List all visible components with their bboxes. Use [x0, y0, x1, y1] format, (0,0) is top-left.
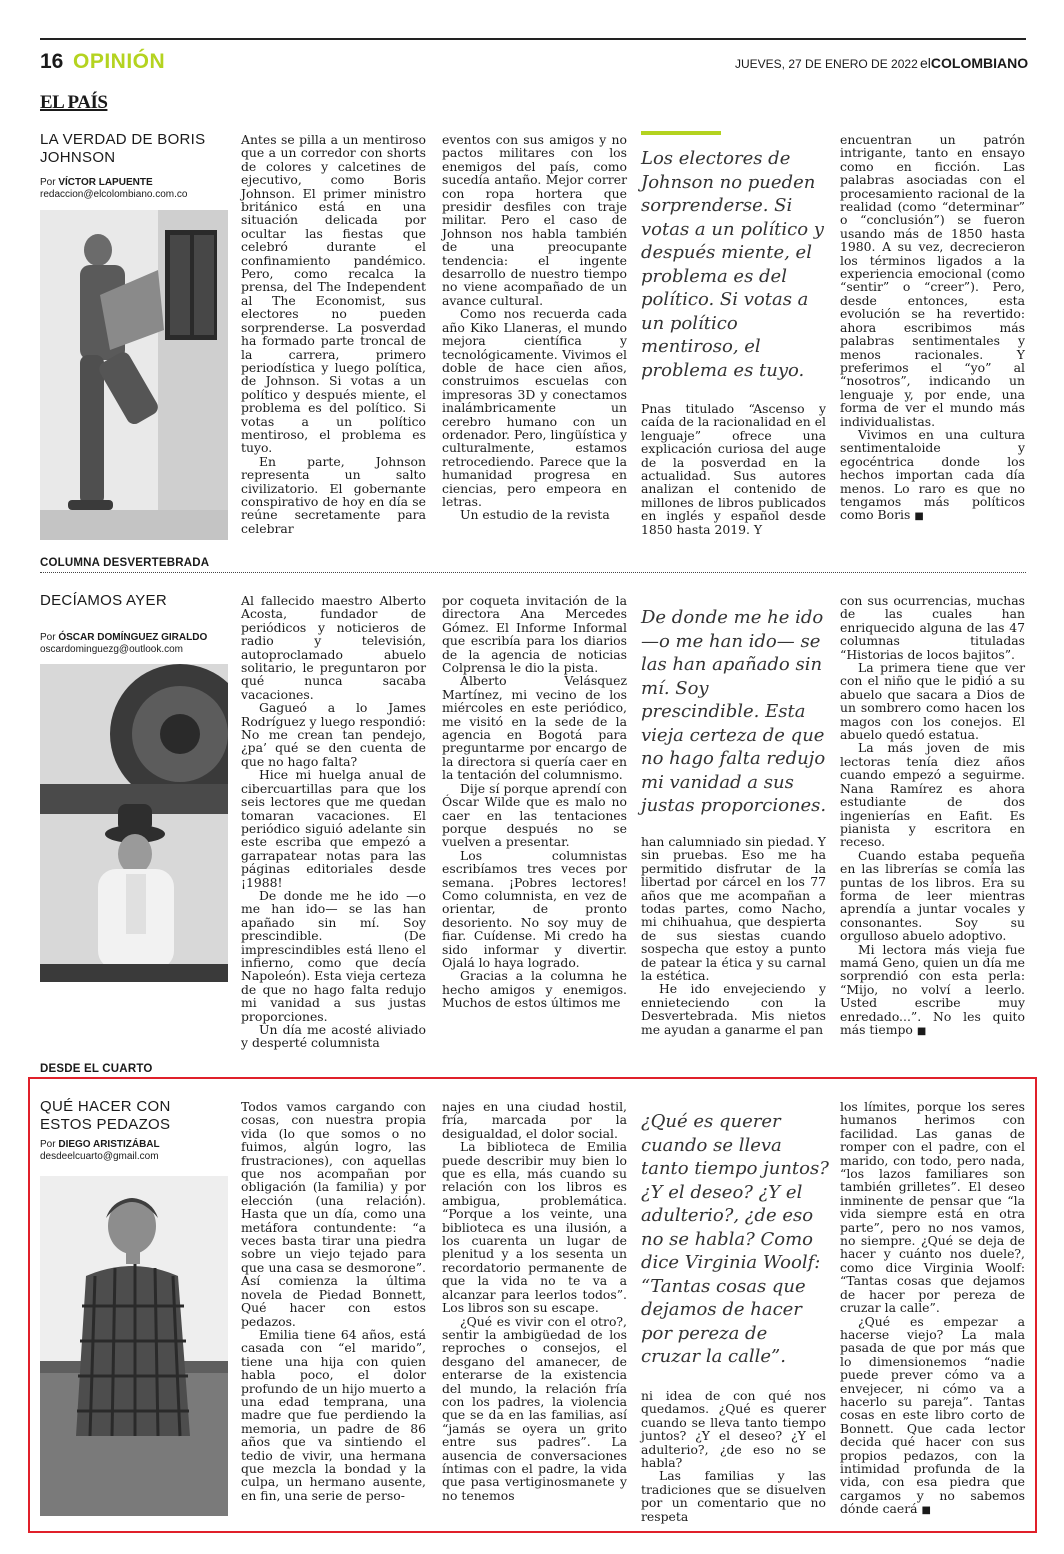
paragraph-text: Mi lectora más vieja fue mamá Geno, quien un día me sorprendió con esta perla: “Mijo, no volví a leerlo. Usted escribe muy enredado...”. No les quito más tiempo [840, 941, 1025, 1037]
article-title: LA VERDAD DE BORIS JOHNSON [40, 131, 206, 166]
paragraph: Los columnistas escribíamos tres veces por semana. ¡Pobres lectores! Como columnista, en vez de orientar, de pronto desoriento. No soy muy de fiar. Cuídense. Mi credo ha sido informar y divertir. Ojalá lo haya logrado. [442, 847, 627, 970]
section-name: OPINIÓN [73, 50, 166, 73]
page-number: 16 [40, 50, 64, 73]
author-email: desdeelcuarto@gmail.com [40, 1151, 159, 1162]
paragraph: ¿Qué es vivir con el otro?, sentir la ambigüedad de los reproches o consejos, el desgano del amanecer, de enterarse de la existencia del mundo, la relación fría con los padres, la violencia que se da en las familias, así “jamás se oyera un grito entre sus padres”. La ausencia de conversaciones íntimas con el padre, la vida que pasa vertiginosmanete y no tenemos [442, 1313, 627, 1503]
byline-prefix: Por [40, 1139, 56, 1150]
paragraph: ni idea de con qué nos quedamos. ¿Qué es querer cuando se lleva tanto tiempo juntos? ¿Y el deseo? ¿Y el adulterio?, ¿de eso no se habla? [641, 1388, 826, 1471]
author-email: oscardominguezg@outlook.com [40, 644, 184, 655]
article-body-col3 [641, 835, 826, 1036]
byline-prefix: Por [40, 632, 56, 643]
issue-date: JUEVES, 27 DE ENERO DE 2022 [735, 57, 918, 71]
byline [40, 1139, 230, 1163]
paragraph [840, 1315, 1025, 1518]
paragraph: Al fallecido maestro Alberto Acosta, fundador de periódicos y noticieros de radio y televisión, autoproclamado abuelo solitario, le preguntaron por qué nunca sacaba vacaciones. [241, 593, 426, 702]
masthead-prefix: el [920, 55, 931, 71]
end-mark: ■ [916, 1026, 927, 1037]
article-body-col1 [241, 133, 426, 535]
paragraph: Un estudio de la revista [460, 507, 610, 523]
paragraph: eventos con sus amigos y no pactos militares con los enemigos del país, como sucedía antaño. Mejor correr con ropa hortera que presidir desfiles con traje militar. Pero el caso de Johnson nos habla también de una preocupante tendencia: el ingente desarrollo de nuestro tiempo no viene acompañado de un avance cultural. [442, 132, 627, 308]
article-body-col3 [641, 402, 826, 536]
author-email: redaccion@elcolombiano.com.co [40, 189, 188, 200]
paragraph: encuentran un patrón intrigante, tanto en ensayo como en ficción. Las palabras asociadas con el procesamiento racional de la realidad (como “determinar” o “conclusión”) se fueron usando más de 1850 hasta 1980. A su vez, decrecieron los términos ligados a la experiencia emocional (como “sentir” o “creer”). Pero, desde entonces, esta evolución se ha revertido: ahora escribimos más palabras sentimentales y menos racionales. Y preferimos el “yo” al “nosotros”, indicando un lenguaje y, por ende, una forma de ver el mundo más individualistas. [840, 132, 1025, 429]
paragraph: Emilia tiene 64 años, está casada con “el marido”, tiene una hija con quien habla poco, el dolor profundo de un hijo muerto a una edad temprana, una madre que fue perdiendo la memoria, un padre de 86 años que va sintiendo el tedio de vivir, una hermana que mezcla la bondad y la culpa, un hermano ausente, en fin, una serie de perso- [241, 1326, 426, 1503]
end-mark: ■ [921, 1505, 931, 1517]
masthead-name: COLOMBIANO [930, 55, 1029, 71]
paragraph [840, 943, 1025, 1039]
paragraph: Un día me acosté aliviado y desperté columnista [241, 1022, 426, 1051]
paragraph: los límites, porque los seres humanos herimos con facilidad. Las ganas de romper con el padre, con el marido, con todo, pero nada, “los lazos familiares son también grilletes”. El deseo inminente de pensar que “la vida siempre está en otra parte”, pero no nos vamos, no siempre. ¿Qué se deja de hacer y cuánto nos duele?, como dice Virginia Woolf: “Tantas cosas que dejamos de hacer por pereza de cruzar la calle”. [840, 1099, 1025, 1316]
end-mark: ■ [914, 511, 924, 523]
column-label: COLUMNA DESVERTEBRADA [40, 557, 210, 569]
paragraph-text: ¿Qué es empezar a hacerse viejo? La mala pasada de que por más que lo dimensionemos “nadie puede prever cómo va a envejecer, ni cómo va a hacerlo su pareja”. Tantas cosas en este libro corto de Bonnett. Que cada lector decida qué hacer con sus propios pedazos, con la intimidad profunda de la vida, con esa piedra que cargamos y no sabemos dónde caerá [840, 1313, 1025, 1517]
article-title: DECÍAMOS AYER [40, 592, 167, 609]
article-body-col4 [840, 594, 1025, 1038]
paragraph: Pnas titulado “Ascenso y caída de la racionalidad en el lenguaje” ofrece una explicación curiosa del auge de la posverdad en la actualidad. Sus autores analizan el contenido de millones de libros publicados en inglés y español desde 1850 hasta 2019. Y [641, 401, 826, 537]
paragraph: Gracias a la columna he hecho amigos y enemigos. Muchos de estos últimos me [442, 968, 627, 1011]
column-label: DESDE EL CUARTO [40, 1063, 153, 1075]
paragraph: najes en una ciudad hostil, fría, marcada por la desigualdad, el dolor social. [442, 1099, 627, 1141]
source-label: EL PAÍS [40, 92, 108, 113]
paragraph-text: Vivimos en una cultura sentimentaloide y egocéntrica donde los hechos importan cada día menos. Lo raro es que no tengamos más políticos como Boris [840, 426, 1025, 523]
section-divider [40, 572, 1026, 573]
paragraph: con sus ocurrencias, muchas de las cuales han enriquecido alguna de las 47 columnas tituladas “Historias de locos bajitos”. [840, 593, 1025, 662]
top-rule [40, 38, 1026, 40]
quote-accent-bar [641, 131, 721, 135]
paragraph: En parte, Johnson representa un salto civilizatorio. El gobernante conspirativo de hoy en día se reúne secretamente para celebrar [241, 453, 426, 536]
author-name: VÍCTOR LAPUENTE [58, 177, 153, 188]
paragraph: He ido envejeciendo y ennieteciendo con la Desvertebrada. Mis nietos me ayudan a ganarme el pan [641, 981, 826, 1037]
paragraph: Gagueó a lo James Rodríguez y luego respondió: No me crean tan pendejo, ¿pa’ qué se den cuenta de que no hago falta? [241, 700, 426, 769]
author-name: ÓSCAR DOMÍNGUEZ GIRALDO [58, 632, 208, 643]
pull-quote: ¿Qué es querer cuando se lleva tanto tiempo juntos? ¿Y el deseo? ¿Y el adulterio?, ¿de eso no se habla? Como dice Virginia Woolf: “Tantas cosas que dejamos de hacer por pereza de cruzar la calle”. [641, 1111, 829, 1367]
article-body-col2 [442, 594, 627, 1010]
paragraph: por coqueta invitación de la directora Ana Mercedes Gómez. El Informe Informal que escribía para los diarios de la agencia de noticias Colprensa le dio la pista. [442, 593, 627, 676]
author-name: DIEGO ARISTIZÁBAL [58, 1139, 160, 1150]
statue-reading-newspaper-photo [40, 210, 228, 540]
article-body-col2 [442, 133, 627, 522]
masthead-logo [920, 55, 1028, 71]
article-body-col1 [241, 594, 426, 1050]
paragraph: Alberto Velásquez Martínez, mi vecino de los miércoles en este periódico, me visitó en la sede de la agencia en Bogotá para preguntarme por encargo de la directora si quería caer en la tentación del columnismo. [442, 673, 627, 783]
paragraph: La más joven de mis lectoras tenía diez años cuando empezó a seguirme. Nana Ramírez es ahora estudiante de dos ingenierías en Eafit. Es pianista y escritora en receso. [840, 740, 1025, 850]
article-body-col4 [840, 1100, 1025, 1518]
paragraph: Dije sí porque aprendí con Óscar Wilde que es malo no caer en las tentaciones porque después no se vuelven a presentar. [442, 780, 627, 850]
paragraph: Hice mi huelga anual de cibercuartillas para que los seis lectores que me quedan tomaran vacaciones. El periódico siguió adelante sin este escriba que empezó a garrapatear notas para las páginas editoriales desde ¡1988! [241, 767, 426, 890]
paragraph: La primera tiene que ver con el niño que le pidió a su abuelo que sacara a Dios de un sombrero como hacen los magos con los conejos. El abuelo quedó estatua. [840, 660, 1025, 743]
pull-quote: Los electores de Johnson no pueden sorprenderse. Si votas a un político y después miente, el problema es del político. Si votas a un político mentiroso, el problema es tuyo. [641, 148, 824, 381]
paragraph: De donde me he ido —o me han ido— se las han apañado sin mí. Soy prescindible. (De imprescindibles está lleno el infierno, como que decía Napoleón). Esta vieja certeza de que no hago falta redujo mi vanidad a sus justas proporciones. [241, 887, 426, 1024]
paragraph [840, 428, 1025, 524]
article-body-col1 [241, 1100, 426, 1502]
byline-prefix: Por [40, 177, 56, 188]
pull-quote: De donde me he ido —o me han ido— se las han apañado sin mí. Soy prescindible. Esta vieja certeza de que no hago falta redujo mi vanidad a sus justas proporciones. [641, 607, 827, 816]
article-title: QUÉ HACER CON ESTOS PEDAZOS [40, 1098, 171, 1133]
article-body-col2 [442, 1100, 627, 1502]
paragraph: Las familias y las tradiciones que se disuelven por un comentario que no respeta [641, 1468, 826, 1524]
paragraph: Todos vamos cargando con cosas, con nuestra propia vida (lo que somos o no fuimos, algún logro, las frustraciones), con aquellas que nos acompañan por obligación (la familia) y por elección (una relación). Hasta que un día, como una metáfora contundente: “a veces basta tirar una piedra sobre un viejo tejado para que una casa se desmorone”. Así comienza la última novela de Piedad Bonnett, Qué hacer con estos pedazos. [241, 1099, 426, 1329]
paragraph: La biblioteca de Emilia puede describir muy bien lo que es ella, más cuando su relación con los libros es ambigua, problemática. “Porque a los veinte, una biblioteca es una ilusión, a los cuarenta un lugar de plenitud y a los sesenta un recordatorio permanente de que la vida no te va a alcanzar para leerlos todos”. Los libros son su escape. [442, 1139, 627, 1316]
paragraph: Como nos recuerda cada año Kiko Llaneras, el mundo mejora científica y tecnológicamente. Vivimos el doble de hace cien años, construimos escuelas con impresoras 3D y conectamos inalámbricamente un cerebro humano con un ordenador. Pero, lingüística y culturalmente, estamos retrocediendo. Parece que la humanidad progresa en ciencias, pero empeora en letras. [442, 306, 627, 509]
paragraph: han calumniado sin piedad. Y sin pruebas. Eso me ha permitido disfrutar de la libertad por cárcel en los 77 años que me acompañan a todas partes, como Nacho, mi chihuahua, que despierta de sus siestas cuando sospecha que estoy a punto de patear la ética y su carnal la estética. [641, 834, 826, 984]
byline [40, 632, 230, 656]
article-body-col3 [641, 1389, 826, 1523]
man-with-hat-by-locomotive-photo [40, 664, 228, 982]
paragraph: Cuando estaba pequeña en las librerías se comía las puntas de los libros. Era su forma de leer mientras aprendía a juntar vocales y consonantes. Soy su orgulloso abuelo adoptivo. [840, 847, 1025, 944]
smiling-man-in-field-photo [40, 1176, 228, 1516]
byline [40, 177, 230, 201]
paragraph: Antes se pilla a un mentiroso que a un corredor con shorts de colores y calcetines de ejecutivo, como Boris Johnson. El primer ministro británico está en una situación delicada por ocultar las fiestas que celebró durante el confinamiento pandémico. Pero, como recalca la prensa, del The Independent al The Economist, sus electores no pueden sorprenderse. La posverdad ha formado parte troncal de la carrera, primero periodística y luego política, de Johnson. Si votas a un político y después miente, el problema es del político. Si votas a un político mentiroso, el problema es tuyo. [241, 132, 426, 456]
article-body-col4 [840, 133, 1025, 524]
